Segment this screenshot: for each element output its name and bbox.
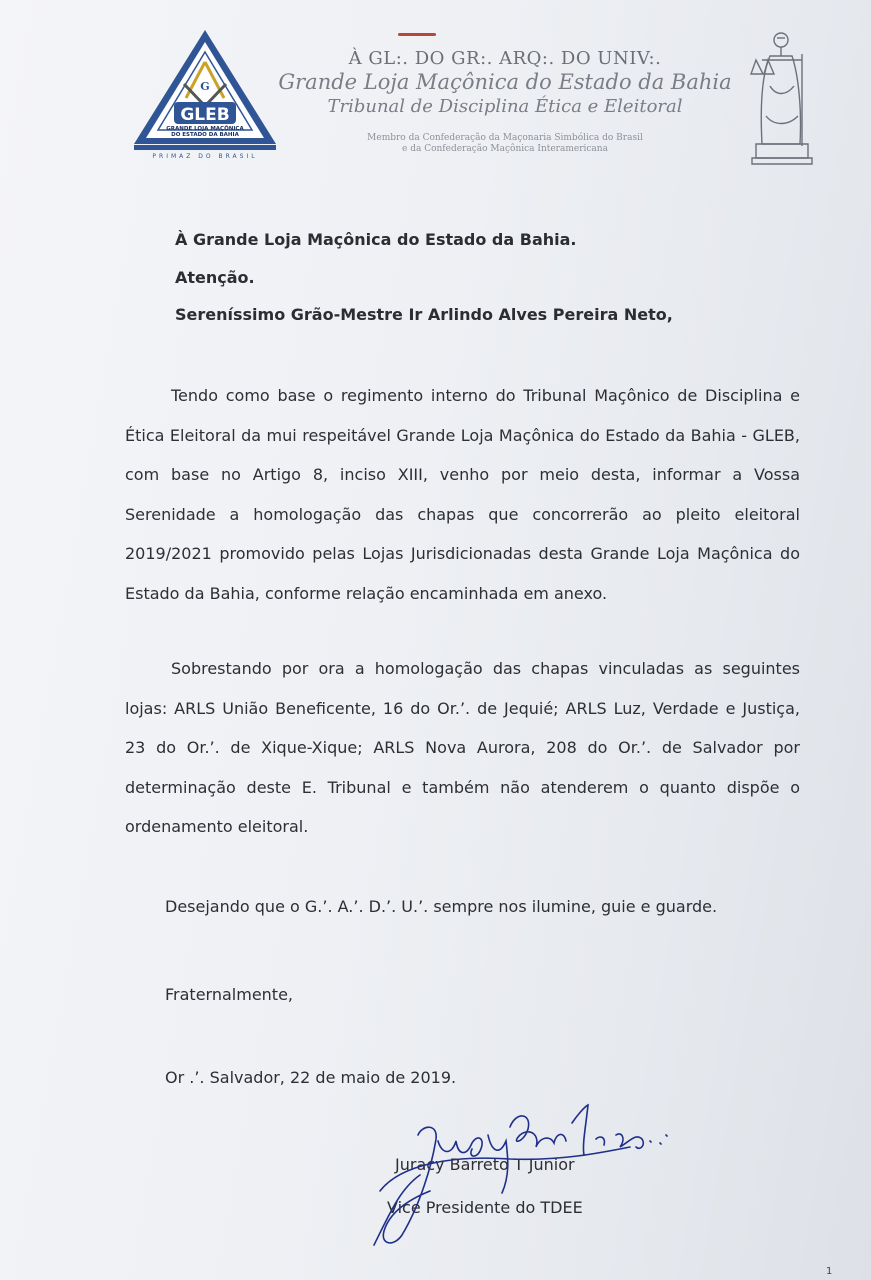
- body-paragraph-suspension: Sobrestando por ora a homologação das chapas vinculadas as seguintes lojas: ARLS União Beneficente, 16 do Or.’. de Jequié; ARLS Luz, Verdade e Justiça, 23 do Or.’. de Xique-Xique; ARLS Nova Aurora, 208 do Or.’. de Salvador por determinação deste E. Tribunal e também não atenderem o quanto dispõe o ordenamento eleitoral.: [125, 659, 800, 837]
- body-paragraph-homologation: Tendo como base o regimento interno do Tribunal Maçônico de Disciplina e Ética Eleitoral da mui respeitável Grande Loja Maçônica do Estado da Bahia - GLEB, com base no Artigo 8, inciso XIII, venho por meio desta, informar a Vossa Serenidade a homologação das chapas que concorrerão ao pleito eleitoral 2019/2021 promovido pelas Lojas Jurisdicionadas desta Grande Loja Maçônica do Estado da Bahia, conforme relação encaminhada em anexo.: [125, 386, 800, 603]
- letterhead-tribunal: Tribunal de Disciplina Ética e Eleitoral: [327, 96, 683, 117]
- lady-justice-illustration: [748, 26, 814, 168]
- paper-clip-mark: [398, 33, 436, 36]
- letterhead-invocation: À GL:. DO GR:. ARQ:. DO UNIV:.: [348, 48, 662, 69]
- letterhead-membership-line1: Membro da Confederação da Maçonaria Simbólica do Brasil: [367, 133, 643, 143]
- logo-letter: G: [200, 80, 210, 93]
- logo-motto: PRIMAZ DO BRASIL: [152, 153, 258, 160]
- blessing-line: Desejando que o G.’. A.’. D.’. U.’. sempre nos ilumine, guie e guarde.: [165, 897, 718, 916]
- logo-name-line1: GRANDE LOJA MAÇÔNICA: [166, 126, 244, 132]
- addressee-line: Sereníssimo Grão-Mestre Ir Arlindo Alves Pereira Neto,: [175, 305, 673, 324]
- attention-line: Atenção.: [175, 268, 255, 287]
- letterhead-membership-line2: e da Confederação Maçônica Interamericana: [402, 144, 608, 154]
- closing-line: Fraternalmente,: [165, 985, 293, 1004]
- signatory-name: Juracy Barreto T Junior: [395, 1155, 575, 1174]
- logo-name-line2: DO ESTADO DA BAHIA: [171, 132, 239, 138]
- recipient-line: À Grande Loja Maçônica do Estado da Bahia.: [175, 230, 577, 249]
- signatory-role: Vice Presidente do TDEE: [387, 1198, 583, 1217]
- letterhead-organization: Grande Loja Maçônica do Estado da Bahia: [278, 70, 732, 94]
- gleb-logo: [130, 26, 280, 160]
- logo-acronym: GLEB: [180, 105, 230, 125]
- page-number: 1: [826, 1266, 833, 1277]
- handwritten-signature: [360, 1095, 690, 1255]
- place-date-line: Or .’. Salvador, 22 de maio de 2019.: [165, 1068, 457, 1087]
